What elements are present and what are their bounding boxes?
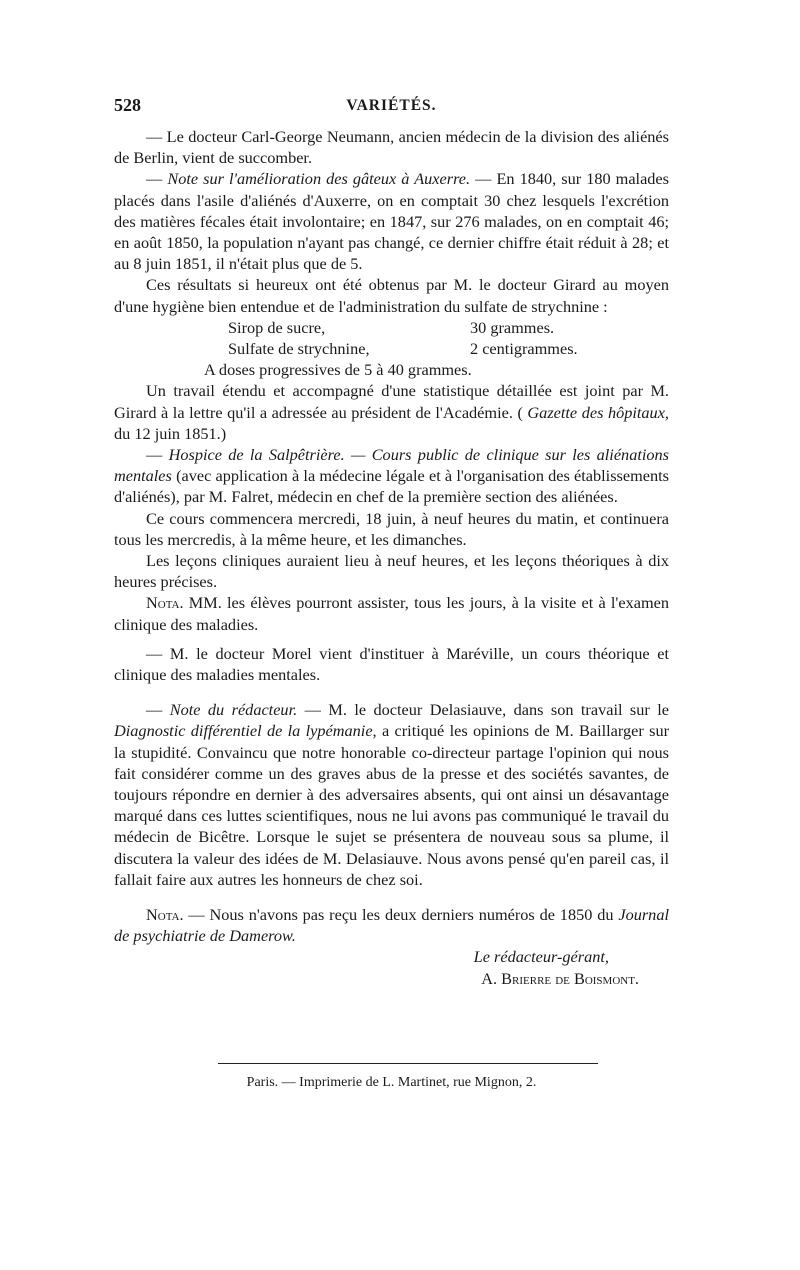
hospice-name: Hospice de la Salpêtrière. bbox=[168, 445, 345, 465]
printer-imprint: Paris. — Imprimerie de L. Martinet, rue Mignon, 2. bbox=[246, 1075, 537, 1090]
signature-name: A. Brierre de Boismont. bbox=[481, 968, 639, 988]
course-title: — Cours public de clinique sur les aliénations mentales bbox=[114, 445, 670, 486]
paragraph-results: Ces résultats si heureux ont été obtenus par M. le docteur Girard au moyen d'une hygiène bien entendue et de l'administration du sulfate de strychnine : bbox=[114, 275, 669, 316]
recipe-row bbox=[114, 338, 669, 359]
dash: — bbox=[146, 700, 163, 720]
running-title: VARIÉTÉS. bbox=[346, 97, 437, 114]
note-text: — En 1840, sur 180 malades placés dans l'asile d'aliénés d'Auxerre, on en comptait 30 chez lesquels l'excrétion des matières fécales était involontaire; en 1847, sur 276 malades, on en comptait 46; en août 1850, la population n'ayant pas changé, ce dernier chiffre était réduit à 28; et au 8 juin 1851, il n'était plus que de 5. bbox=[114, 169, 669, 274]
statistics-text: Un travail étendu et accompagné d'une statistique détaillée est joint par M. Girard à la lettre qu'il a adressée au président de l'Académie. bbox=[114, 381, 669, 422]
recipe-amount: 30 grammes. bbox=[470, 317, 555, 337]
source-date: du 12 juin 1851.) bbox=[114, 423, 227, 443]
paragraph-morel: — M. le docteur Morel vient d'instituer à Maréville, un cours théorique et clinique des maladies mentales. bbox=[114, 643, 669, 685]
page-number: 528 bbox=[114, 95, 141, 115]
page-header bbox=[114, 95, 669, 117]
editor-note-text-continued: a critiqué les opinions de M. Baillarger sur la stupidité. Convaincu que notre honorable co-directeur partage l'opinion qui nous fait considérer comme un des graves abus de la presse et des sociétés savantes, de toujours répondre en dernier à des adversaires absents, qui ont ainsi un désavantage marqué dans ces luttes scientifiques, nous ne lui avons pas communiqué le travail du médecin de Bicêtre. Lorsque le sujet se présentera de nouveau sous sa plume, il discutera la valeur des idées de M. Delasiauve. Nous avons pensé qu'en pareil cas, il fallait faire aux autres les honneurs de chez soi. bbox=[114, 721, 670, 889]
nota-journal-text: — Nous n'avons pas reçu les deux derniers numéros de 1850 du bbox=[188, 905, 614, 925]
course-text: (avec application à la médecine légale et à l'organisation des établissements d'aliénés), par M. Falret, médecin en chef de la première section des aliénées. bbox=[114, 466, 669, 507]
paragraph-editor-note bbox=[114, 699, 669, 890]
work-title: Diagnostic différentiel de la lypémanie, bbox=[114, 721, 377, 741]
recipe-row bbox=[114, 317, 669, 338]
source-bracket: ( bbox=[517, 402, 523, 422]
signature-role: Le rédacteur-gérant, bbox=[473, 947, 609, 967]
recipe bbox=[114, 317, 669, 381]
paragraph-lessons: Les leçons cliniques auraient lieu à neuf heures, et les leçons théoriques à dix heures précises. bbox=[114, 551, 669, 592]
nota-label: Nota. bbox=[146, 593, 184, 613]
dash: — bbox=[146, 169, 163, 189]
paragraph-neumann: — Le docteur Carl-George Neumann, ancien médecin de la division des aliénés de Berlin, vient de succomber. bbox=[114, 127, 669, 168]
recipe-item: Sulfate de strychnine, bbox=[228, 339, 370, 359]
editor-note-title: Note du rédacteur. bbox=[169, 700, 298, 720]
footer-rule bbox=[218, 1063, 598, 1064]
paragraph-nota-journal bbox=[114, 904, 669, 946]
paragraph-auxerre bbox=[114, 168, 669, 274]
page-body bbox=[114, 126, 669, 989]
nota-label: Nota. bbox=[146, 905, 184, 925]
nota-text: MM. les élèves pourront assister, tous les jours, à la visite et à l'examen clinique des maladies. bbox=[114, 593, 669, 634]
dash: — bbox=[146, 445, 163, 465]
recipe-amount: 2 centigrammes. bbox=[470, 339, 578, 359]
recipe-dose: A doses progressives de 5 à 40 grammes. bbox=[204, 360, 472, 380]
journal-title: Journal de psychiatrie de Damerow. bbox=[114, 905, 669, 946]
recipe-item: Sirop de sucre, bbox=[228, 317, 326, 337]
paragraph-salpetriere bbox=[114, 444, 669, 508]
paragraph-nota-students bbox=[114, 592, 669, 634]
paragraph-course-schedule: Ce cours commencera mercredi, 18 juin, à neuf heures du matin, et continuera tous les mercredis, à la même heure, et les dimanches. bbox=[114, 508, 669, 549]
source-title: Gazette des hôpitaux, bbox=[527, 402, 669, 422]
editor-note-text: — M. le docteur Delasiauve, dans son travail sur le bbox=[304, 700, 670, 720]
paragraph-statistics bbox=[114, 380, 669, 444]
note-title: Note sur l'amélioration des gâteux à Auxerre. bbox=[167, 169, 471, 189]
